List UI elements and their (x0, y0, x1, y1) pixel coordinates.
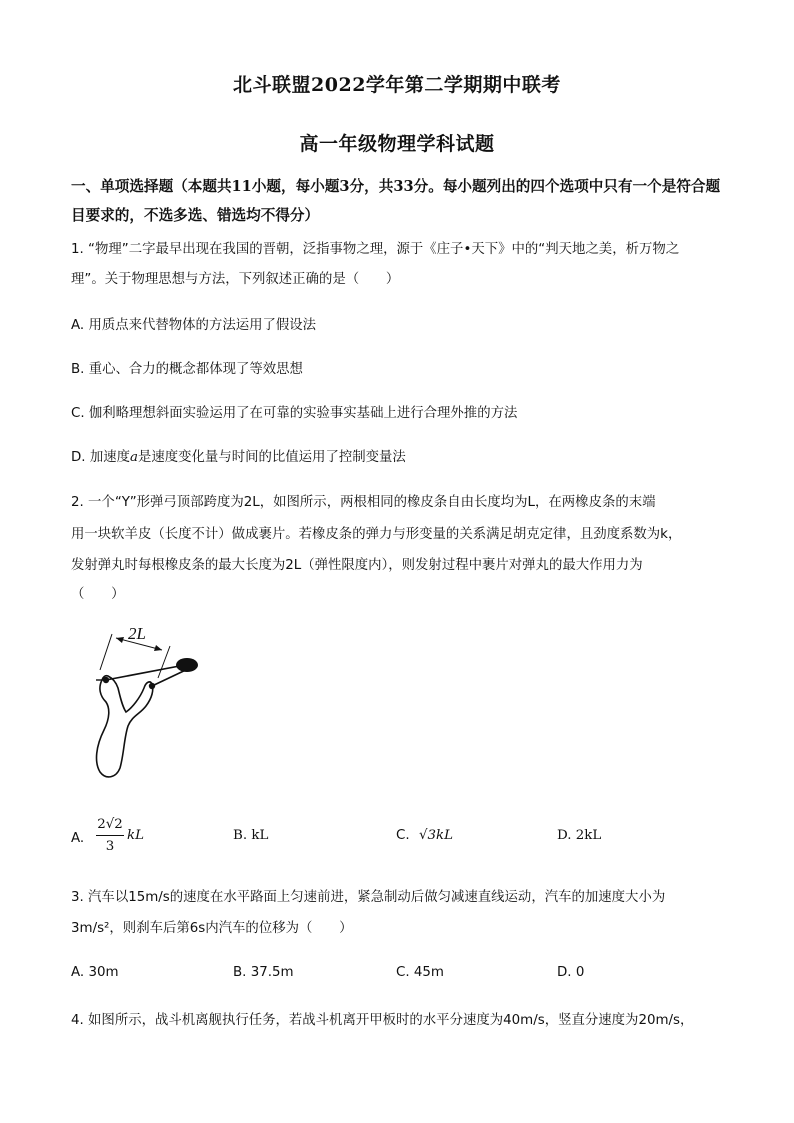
q1-option-d-prefix: D. 加速度 (71, 450, 130, 465)
q1-option-d-suffix: 是速度变化量与时间的比值运用了控制变量法 (137, 450, 406, 465)
q3-option-c: C. 45m (396, 965, 444, 980)
dimension-arrow-right (154, 645, 162, 651)
q3-option-b: B. 37.5m (233, 965, 294, 980)
q4-stem-line1: 4. 如图所示，战斗机离舰执行任务，若战斗机离开甲板时的水平分速度为40m/s，竖直分速度为20m/s， (71, 1013, 694, 1028)
q2-option-a-tail: kL (127, 828, 145, 843)
exam-title: 北斗联盟2022学年第二学期期中联考 (233, 74, 561, 96)
q3-stem-line1: 3. 汽车以15m/s的速度在水平路面上匀速前进，紧急制动后做匀减速直线运动，汽车的加速度大小为 (71, 890, 666, 905)
q2-options (71, 817, 731, 862)
q2-option-c-expr: √3kL (419, 828, 454, 843)
q1-option-b: B. 重心、合力的概念都体现了等效思想 (71, 362, 303, 377)
q2-option-a-denominator: 3 (105, 839, 115, 854)
q1-option-d (71, 449, 406, 467)
q2-option-a-fraction-bar (96, 835, 124, 836)
q2-option-b: B. kL (233, 828, 269, 843)
dimension-label: 2L (128, 624, 146, 643)
q3-option-a: A. 30m (71, 965, 119, 980)
q2-stem-line4: （ ） (71, 587, 125, 602)
q3-option-d: D. 0 (557, 965, 585, 980)
q2-option-a-label: A. (71, 831, 85, 846)
band-attach-left (103, 677, 109, 683)
q2-option-a-numerator: 2√2 (97, 817, 123, 832)
exam-subtitle: 高一年级物理学科试题 (299, 133, 495, 155)
dimension-arrow-left (116, 637, 124, 643)
q3-stem-line2: 3m/s²，则刹车后第6s内汽车的位移为（ ） (71, 921, 353, 936)
q1-option-c: C. 伽利略理想斜面实验运用了在可靠的实验事实基础上进行合理外推的方法 (71, 406, 518, 421)
q1-option-d-var: a (130, 450, 138, 465)
pellet (176, 658, 198, 672)
q1-stem-line2: 理”。关于物理思想与方法，下列叙述正确的是（ ） (71, 272, 400, 287)
q1-stem-line1: 1. “物理”二字最早出现在我国的晋朝，泛指事物之理，源于《庄子•天下》中的“判天地之美，析万物之 (71, 242, 680, 257)
q2-stem-line1: 2. 一个“Y”形弹弓顶部跨度为2L，如图所示，两根相同的橡皮条自由长度均为L，在两橡皮条的末端 (71, 495, 656, 510)
slingshot-figure (78, 622, 218, 782)
q2-stem-line3: 发射弹丸时每根橡皮条的最大长度为2L（弹性限度内），则发射过程中裹片对弹丸的最大作用力为 (71, 558, 643, 573)
section-heading: 一、单项选择题（本题共11小题，每小题3分，共33分。每小题列出的四个选项中只有一个是符合题目要求的，不选多选、错选均不得分） (71, 178, 721, 224)
dimension-tick-right (158, 646, 170, 678)
q2-option-c-label: C. (396, 828, 410, 843)
slingshot-frame (97, 676, 153, 777)
q1-option-a: A. 用质点来代替物体的方法运用了假设法 (71, 318, 317, 333)
band-attach-right (149, 683, 155, 689)
q2-option-d: D. 2kL (557, 828, 602, 843)
q2-stem-line2: 用一块软羊皮（长度不计）做成裹片。若橡皮条的弹力与形变量的关系满足胡克定律，且劲度系数为k， (71, 527, 682, 542)
q3-options (71, 965, 731, 985)
dimension-tick-left (100, 634, 112, 670)
